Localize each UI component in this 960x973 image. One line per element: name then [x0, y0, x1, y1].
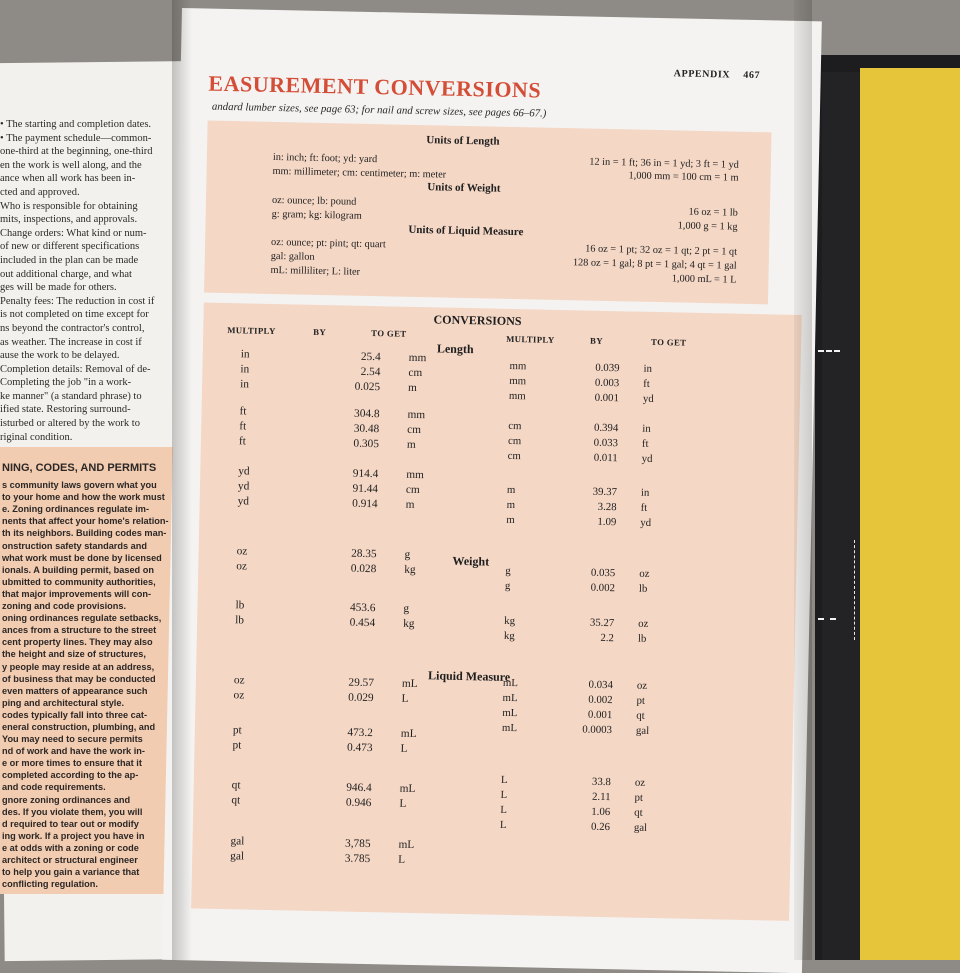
to-unit: oz [638, 617, 649, 630]
to-unit: cm [407, 423, 422, 437]
left-line-14: Penalty fees: The reduction in cost if [0, 295, 155, 307]
liquid-conv-1: 16 oz = 1 pt; 32 oz = 1 qt; 2 pt = 1 qt [585, 243, 738, 258]
left-line-20: Completing the job "in a work- [0, 377, 132, 389]
band-line-25: completed according to the ap- [2, 770, 139, 781]
appendix-label: APPENDIX [673, 68, 731, 81]
band-heading: NING, CODES, AND PERMITS [2, 462, 157, 474]
to-unit: mL [398, 838, 415, 852]
factor: 0.033 [593, 436, 619, 450]
from-unit: L [499, 818, 507, 831]
band-line-10: that major improvements will con- [2, 588, 152, 599]
left-line-2: • The payment schedule—common- [0, 132, 152, 144]
from-unit: g [504, 579, 511, 593]
book-yellow-cover [860, 68, 960, 960]
left-line-19: Completion details: Removal of de- [0, 363, 151, 375]
left-line-21: ke manner" (a standard phrase) to [0, 390, 142, 402]
from-unit: m [506, 498, 516, 512]
liquid-line-1: oz: ounce; pt: pint; qt: quart [270, 236, 386, 251]
left-line-7: Who is responsible for obtaining [0, 200, 138, 212]
band-line-4: nents that affect your home's relation- [2, 516, 169, 527]
band-line-12: oning ordinances regulate setbacks, [2, 613, 162, 624]
from-unit: m [506, 513, 515, 527]
band-line-26: and code requirements. [2, 782, 106, 793]
header-by-left: BY [313, 326, 327, 338]
from-unit: mL [502, 691, 518, 705]
liquid-title: Units of Liquid Measure [408, 223, 524, 239]
weight-conv-1: 16 oz = 1 lb [688, 206, 738, 219]
left-line-12: out additional charge, and what [0, 268, 132, 280]
factor: 0.035 [590, 566, 616, 580]
section-weight: Weight [452, 553, 490, 569]
factor: 946.4 [346, 781, 372, 795]
liquid-conv-3: 1,000 mL = 1 L [671, 273, 737, 286]
band-line-2: to your home and how the work must [2, 492, 165, 503]
to-unit: mm [408, 351, 427, 365]
header-multiply-right: MULTIPLY [506, 333, 555, 345]
to-unit: yd [640, 516, 652, 529]
from-unit: mL [502, 676, 519, 690]
left-line-24: riginal condition. [0, 431, 73, 443]
left-line-15: is not completed on time except for [0, 309, 149, 321]
from-unit: yd [237, 495, 250, 508]
weight-line-1: oz: ounce; lb: pound [271, 194, 357, 208]
factor: 0.26 [590, 820, 611, 834]
band-line-14: cent property lines. They may also [2, 637, 153, 648]
band-line-5: th its neighbors. Building codes man- [2, 528, 167, 539]
left-line-11: included in the plan can be made [0, 254, 139, 266]
header-multiply-left: MULTIPLY [227, 325, 276, 337]
page-mark-3 [854, 540, 855, 640]
band-line-7: what work must be done by licensed [2, 552, 162, 563]
from-unit: yd [238, 465, 250, 478]
left-line-23: isturbed or altered by the work to [0, 418, 140, 430]
to-unit: L [399, 797, 407, 810]
factor: 33.8 [591, 775, 612, 789]
main-page [162, 8, 822, 973]
from-unit: L [500, 773, 508, 786]
band-line-6: onstruction safety standards and [2, 540, 147, 551]
band-line-15: the height and size of structures, [2, 649, 146, 660]
from-unit: oz [236, 545, 248, 558]
from-unit: oz [233, 689, 245, 702]
factor: 0.394 [593, 421, 619, 435]
left-page-text [0, 118, 200, 444]
left-line-8: mits, inspections, and approvals. [0, 214, 138, 226]
to-unit: kg [403, 617, 415, 631]
from-unit: m [506, 483, 516, 497]
factor: 2.2 [600, 631, 615, 645]
from-unit: mm [509, 359, 527, 373]
left-line-13: ges will be made for others. [0, 282, 117, 294]
page-mark-2 [818, 618, 836, 622]
to-unit: in [640, 486, 650, 499]
factor: 0.039 [595, 361, 620, 375]
to-unit: g [404, 548, 411, 561]
from-unit: mL [501, 721, 518, 735]
header-by-right: BY [590, 335, 604, 346]
band-line-13: ances from a structure to the street [2, 625, 157, 636]
left-line-18: ause the work to be delayed. [0, 350, 120, 362]
factor: 0.0003 [582, 723, 613, 737]
weight-line-2: g: gram; kg: kilogram [271, 208, 362, 222]
length-line-1: in: inch; ft: foot; yd: yard [272, 151, 378, 166]
band-line-1: s community laws govern what you [2, 480, 157, 491]
factor: 304.8 [353, 407, 380, 421]
from-unit: yd [237, 480, 250, 493]
left-line-10: of new or different specifications [0, 241, 140, 253]
factor: 1.09 [597, 515, 617, 529]
factor: 0.454 [349, 616, 376, 630]
from-unit: kg [503, 629, 515, 643]
factor: 0.011 [593, 451, 618, 465]
to-unit: pt [634, 791, 644, 804]
from-unit: lb [235, 614, 245, 627]
page-subtitle: andard lumber sizes, see page 63; for nail and screw sizes, see pages 66–67.) [211, 100, 547, 120]
left-line-22: ified state. Restoring surround- [0, 404, 131, 416]
band-line-16: y people may reside at an address, [2, 661, 155, 672]
left-line-3: one-third at the beginning, one-third [0, 146, 153, 158]
band-line-19: ping and architectural style. [2, 697, 125, 708]
to-unit: oz [639, 567, 650, 580]
factor: 0.001 [587, 708, 613, 722]
to-unit: gal [635, 724, 650, 737]
factor: 0.001 [594, 391, 620, 405]
from-unit: oz [236, 560, 248, 573]
page-title: EASUREMENT CONVERSIONS [208, 70, 542, 103]
header-toget-left: TO GET [371, 328, 407, 339]
conversions-title: CONVERSIONS [433, 312, 522, 329]
band-line-20: codes typically fall into three cat- [2, 709, 147, 720]
factor: 453.6 [349, 601, 376, 615]
to-unit: oz [634, 776, 646, 789]
from-unit: qt [231, 794, 241, 807]
to-unit: qt [634, 806, 643, 819]
weight-conv-2: 1,000 g = 1 kg [677, 220, 738, 233]
to-unit: mL [401, 677, 418, 691]
band-line-18: even matters of appearance such [2, 685, 148, 696]
left-line-6: cted and approved. [0, 186, 80, 198]
factor: 3.785 [344, 852, 371, 866]
to-unit: L [400, 742, 408, 755]
to-unit: yd [641, 452, 653, 465]
length-line-2: mm: millimeter; cm: centimeter; m: meter [272, 165, 447, 181]
factor: 0.025 [354, 380, 381, 394]
page-shadow-right [794, 0, 812, 960]
to-unit: cm [405, 483, 420, 497]
factor: 30.48 [353, 422, 380, 436]
length-conv-1: 12 in = 1 ft; 36 in = 1 yd; 3 ft = 1 yd [589, 156, 739, 171]
page-header [674, 68, 761, 81]
factor: 39.37 [592, 485, 618, 499]
from-unit: gal [230, 850, 245, 863]
page-mark [818, 350, 840, 354]
weight-title: Units of Weight [427, 181, 501, 195]
header-toget-right: TO GET [651, 336, 687, 348]
factor: 473.2 [347, 726, 373, 740]
band-line-24: e or more times to ensure that it [2, 758, 142, 769]
left-line-4: en the work is well along, and the [0, 159, 142, 171]
from-unit: ft [238, 435, 246, 448]
to-unit: gal [633, 821, 648, 834]
to-unit: in [643, 362, 653, 375]
band-line-30: ing work. If a project you have in [2, 830, 145, 841]
from-unit: mL [502, 706, 518, 720]
to-unit: mm [407, 408, 426, 422]
to-unit: oz [636, 679, 648, 692]
from-unit: pt [232, 739, 242, 752]
band-line-11: zoning and code provisions. [2, 601, 127, 612]
band-line-34: conflicting regulation. [2, 879, 98, 890]
band-line-21: eneral construction, plumbing, and [2, 721, 156, 732]
factor: 2.54 [360, 365, 381, 379]
band-line-9: ubmitted to community authorities, [2, 576, 156, 587]
page-shadow-left [172, 0, 192, 960]
factor: 0.946 [345, 796, 372, 810]
to-unit: ft [643, 377, 650, 390]
factor: 28.35 [351, 547, 377, 561]
from-unit: in [240, 348, 250, 361]
factor: 0.305 [353, 437, 380, 451]
factor: 0.002 [588, 693, 613, 707]
band-line-29: d required to tear out or modify [2, 818, 139, 829]
to-unit: cm [408, 366, 423, 380]
to-unit: ft [640, 501, 648, 514]
factor: 914.4 [352, 467, 379, 481]
from-unit: L [500, 788, 508, 801]
factor: 1.06 [591, 805, 611, 819]
section-liquid: Liquid Measure [427, 668, 511, 685]
from-unit: L [500, 803, 508, 816]
from-unit: g [505, 564, 511, 578]
liquid-line-3: mL: milliliter; L: liter [270, 264, 361, 278]
page-number: 467 [743, 69, 761, 82]
factor: 0.034 [588, 678, 614, 692]
liquid-conv-2: 128 oz = 1 gal; 8 pt = 1 gal; 4 qt = 1 gal [572, 257, 737, 272]
to-unit: g [403, 602, 410, 615]
factor: 0.002 [590, 581, 616, 595]
band-line-31: e at odds with a zoning or code [2, 842, 139, 853]
to-unit: qt [636, 709, 645, 722]
from-unit: cm [507, 434, 522, 448]
to-unit: mm [406, 468, 424, 482]
from-unit: cm [508, 419, 522, 433]
from-unit: mm [509, 374, 527, 388]
to-unit: m [407, 381, 418, 395]
factor: 0.028 [350, 562, 377, 576]
band-line-23: nd of work and have the work in- [2, 746, 145, 757]
factor: 0.029 [348, 691, 374, 705]
factor: 91.44 [352, 482, 379, 496]
band-line-8: ionals. A building permit, based on [2, 564, 154, 575]
from-unit: ft [239, 420, 247, 433]
factor: 2.11 [591, 790, 611, 804]
from-unit: in [240, 363, 250, 376]
factor: 3,785 [344, 837, 371, 851]
band-line-28: des. If you violate them, you will [2, 806, 143, 817]
section-length: Length [436, 341, 474, 357]
band-line-33: to help you gain a variance that [2, 867, 140, 878]
to-unit: m [405, 498, 415, 511]
to-unit: lb [637, 632, 647, 645]
factor: 35.27 [589, 616, 615, 630]
to-unit: mL [400, 727, 417, 741]
from-unit: qt [231, 779, 241, 792]
to-unit: in [642, 422, 651, 435]
from-unit: mm [508, 389, 526, 403]
liquid-line-2: gal: gallon [270, 250, 315, 263]
from-unit: pt [232, 724, 242, 737]
factor: 3.28 [597, 500, 617, 514]
band-line-17: of business that may be conducted [2, 673, 156, 684]
to-unit: pt [636, 694, 646, 707]
to-unit: yd [642, 392, 654, 405]
left-line-9: Change orders: What kind or num- [0, 227, 147, 239]
to-unit: lb [638, 582, 648, 595]
length-conv-2: 1,000 mm = 100 cm = 1 m [628, 170, 739, 184]
from-unit: cm [507, 449, 522, 463]
band-line-3: e. Zoning ordinances regulate im- [2, 504, 150, 515]
from-unit: in [240, 378, 250, 391]
to-unit: L [398, 853, 406, 866]
length-title: Units of Length [426, 134, 500, 148]
to-unit: m [406, 438, 416, 451]
left-line-17: as weather. The increase in cost if [0, 336, 142, 348]
band-line-22: You may need to secure permits [2, 734, 143, 745]
from-unit: gal [230, 835, 245, 848]
factor: 0.473 [346, 741, 373, 755]
from-unit: oz [233, 674, 245, 687]
factor: 0.914 [352, 497, 378, 511]
left-line-5: ance when all work has been in- [0, 173, 136, 185]
to-unit: mL [399, 782, 416, 796]
factor: 0.003 [594, 376, 620, 390]
factor: 25.4 [360, 350, 381, 364]
band-line-27: gnore zoning ordinances and [2, 794, 131, 805]
factor: 29.57 [348, 676, 375, 690]
to-unit: ft [641, 437, 649, 450]
left-line-16: ns beyond the contractor's control, [0, 322, 145, 334]
band-line-32: architect or structural engineer [2, 855, 138, 865]
left-line-1: • The starting and completion dates. [0, 119, 152, 130]
to-unit: kg [404, 563, 416, 577]
to-unit: L [401, 692, 409, 705]
from-unit: kg [504, 614, 516, 628]
from-unit: lb [235, 599, 245, 612]
from-unit: ft [239, 405, 247, 418]
